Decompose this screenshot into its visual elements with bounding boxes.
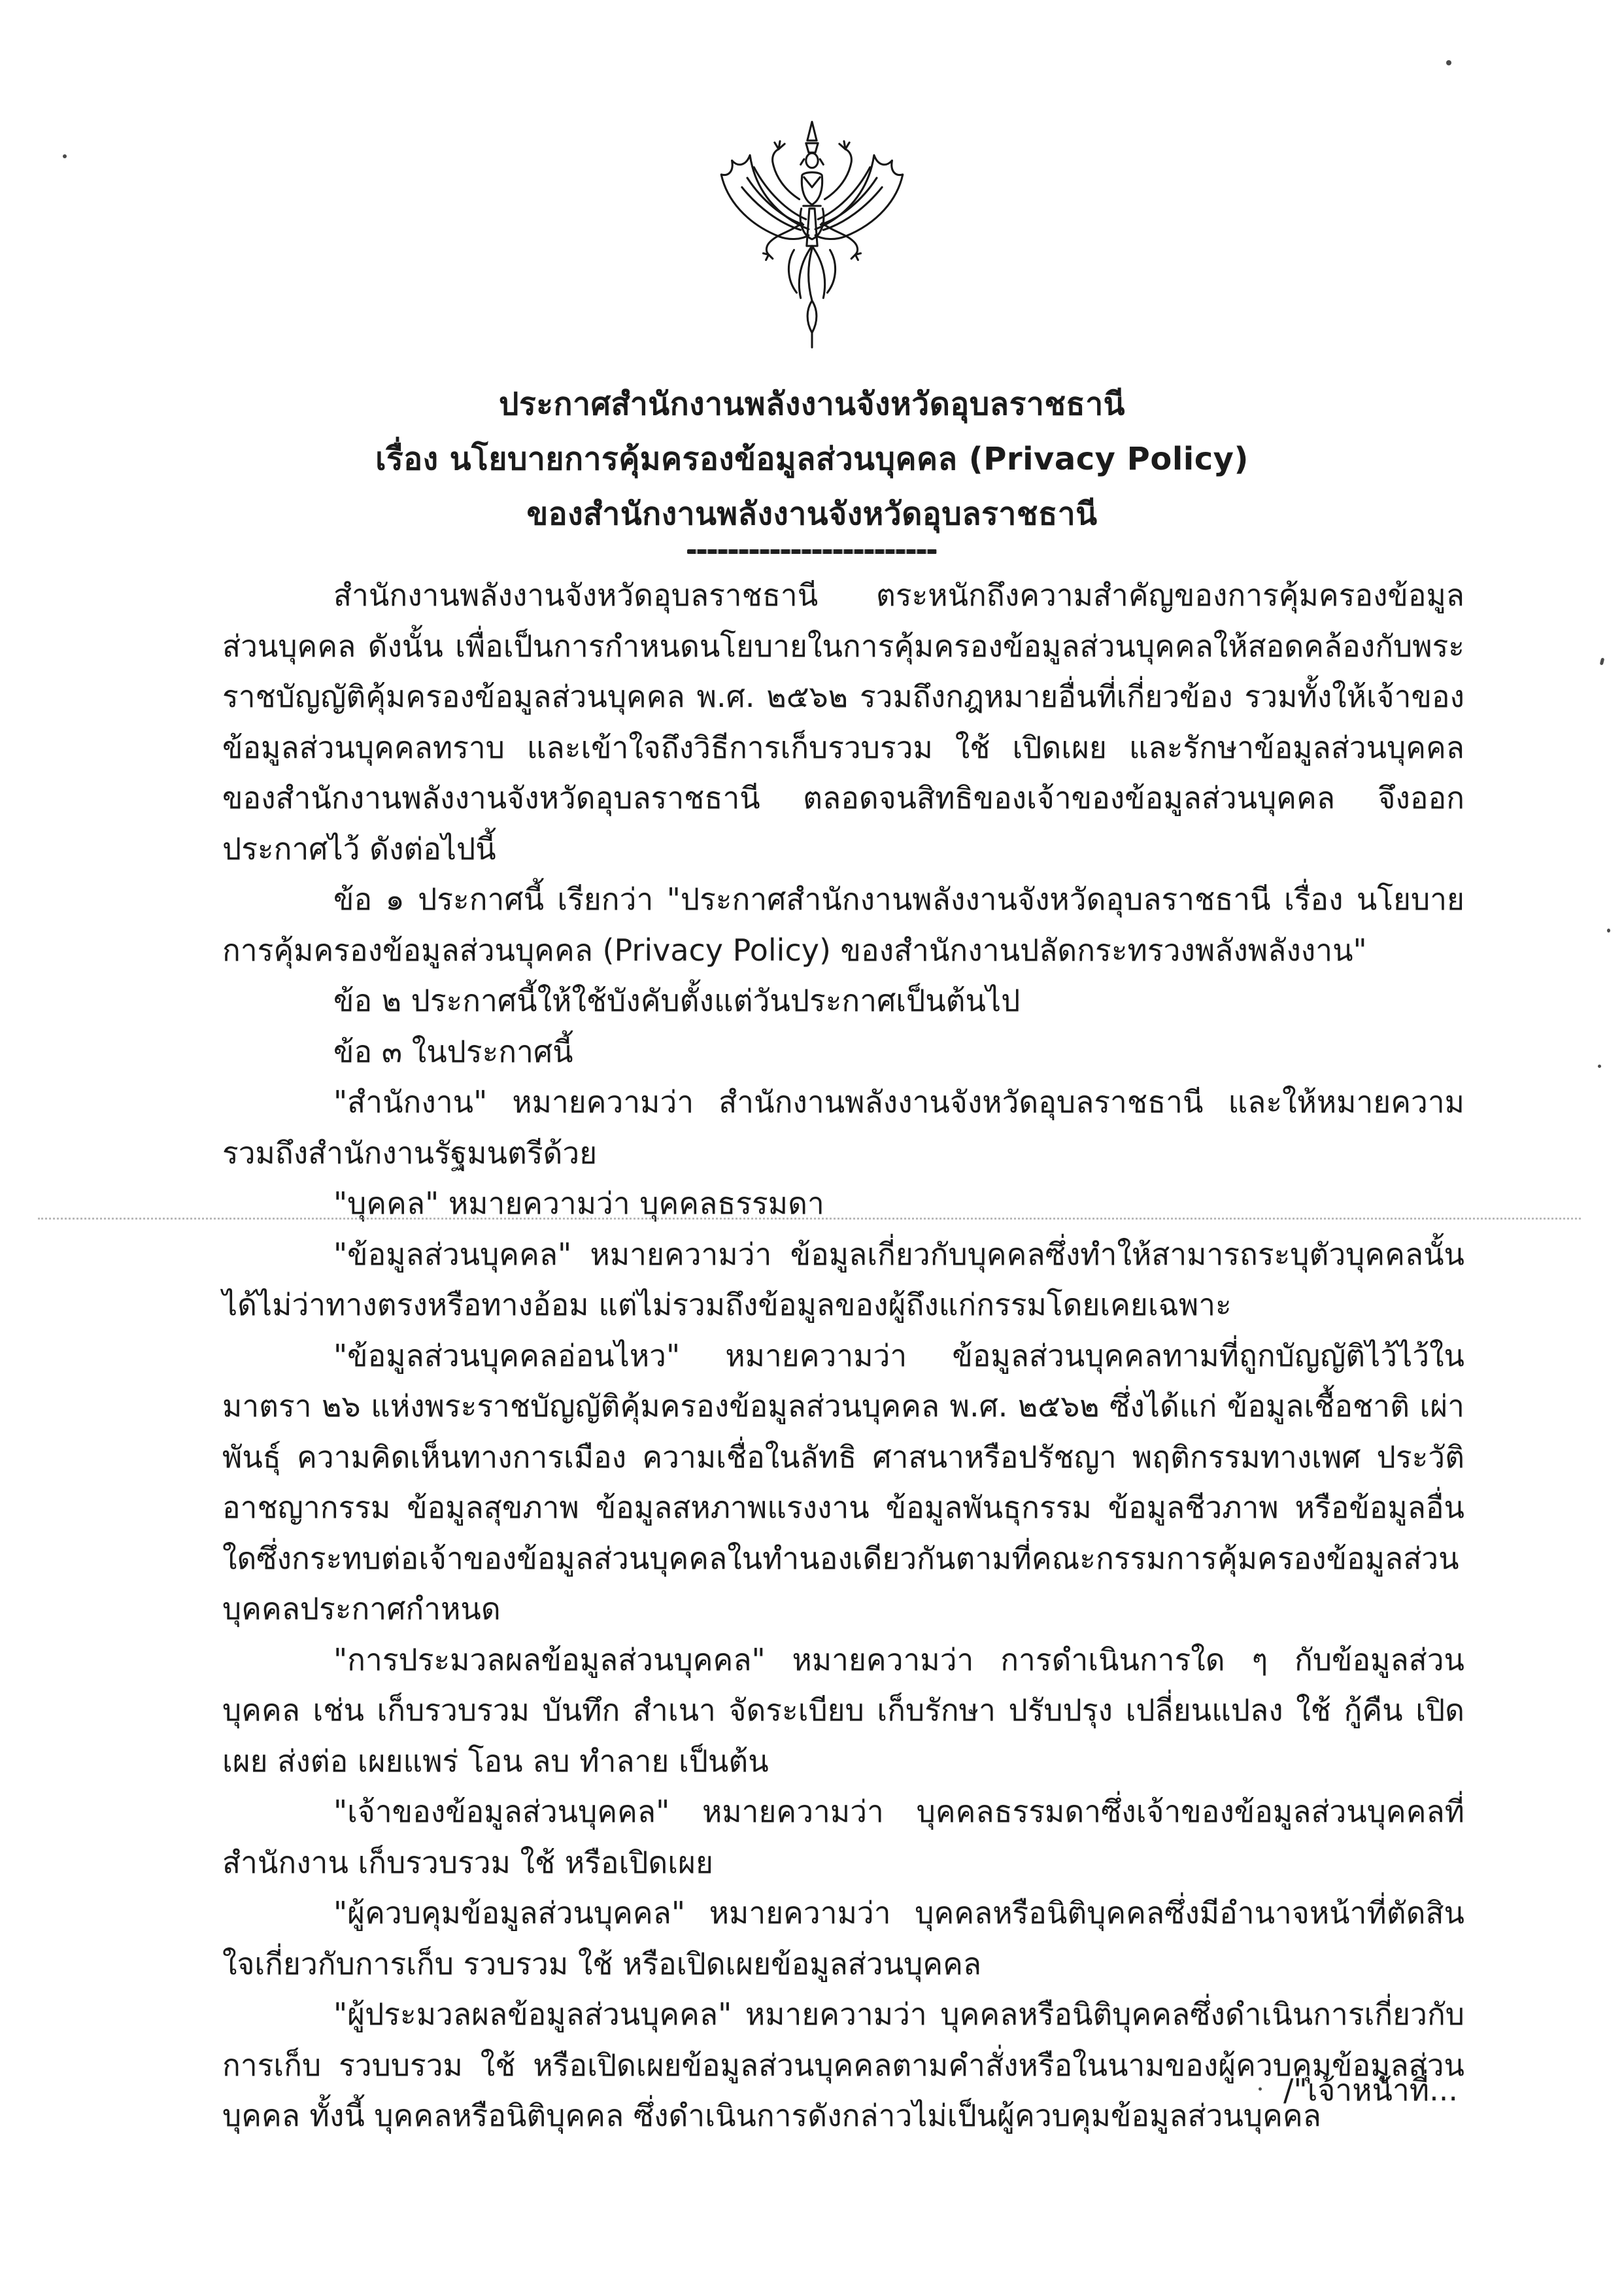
title-divider [687, 549, 937, 554]
paragraph-clause-3: ข้อ ๓ ในประกาศนี้ [333, 1033, 573, 1069]
definition-data-controller: "ผู้ควบคุมข้อมูลส่วนบุคคล" หมายความว่า บุคคลหรือนิติบุคคลซึ่งมีอำนาจหน้าที่ตัดสินใจเกี่ยวกับการเก็บ รวบรวม ใช้ หรือเปิดเผยข้อมูลส่วนบุคคล [222, 1895, 1464, 1981]
scan-artifact-dot [1259, 2087, 1262, 2091]
definition-data-processor: "ผู้ประมวลผลข้อมูลส่วนบุคคล" หมายความว่า บุคคลหรือนิติบุคคลซึ่งดำเนินการเกี่ยวกับการเก็บ รวบบรวม ใช้ หรือเปิดเผยข้อมูลส่วนบุคคลตามคำสั่งหรือในนามของผู้ควบคุมข้อมูลส่วนบุคคล ทั้งนี้ บุคคลหรือนิติบุคคล ซึ่งดำเนินการดังกล่าวไม่เป็นผู้ควบคุมข้อมูลส่วนบุคคล [222, 1996, 1464, 2133]
document-body [222, 570, 1464, 2142]
definition-data-subject: "เจ้าของข้อมูลส่วนบุคคล" หมายความว่า บุคคลธรรมดาซึ่งเจ้าของข้อมูลส่วนบุคคลที่สำนักงาน เก็บรวบรวม ใช้ หรือเปิดเผย [222, 1794, 1464, 1880]
definition-processing: "การประมวลผลข้อมูลส่วนบุคคล" หมายความว่า การดำเนินการใด ๆ กับข้อมูลส่วนบุคคล เช่น เก็บรวบรวม บันทึก สำเนา จัดระเบียบ เก็บรักษา ปรับปรุง เปลี่ยนแปลง ใช้ กู้คืน เปิดเผย ส่งต่อ เผยแพร่ โอน ลบ ทำลาย เป็นต้น [222, 1641, 1464, 1779]
scan-artifact-dot [1600, 658, 1605, 666]
document-title [0, 377, 1624, 541]
scan-artifact-dot [1446, 60, 1451, 65]
title-line-1: ประกาศสำนักงานพลังงานจังหวัดอุบลราชธานี [499, 386, 1125, 422]
paragraph-clause-2: ข้อ ๒ ประกาศนี้ให้ใช้บังคับตั้งแต่วันประกาศเป็นต้นไป [333, 983, 1021, 1018]
scan-artifact-dot [1598, 1065, 1601, 1068]
paragraph-intro: สำนักงานพลังงานจังหวัดอุบลราชธานี ตระหนักถึงความสำคัญของการคุ้มครองข้อมูลส่วนบุคคล ดังนั้น เพื่อเป็นการกำหนดนโยบายในการคุ้มครองข้อมูลส่วนบุคคลให้สอดคล้องกับพระราชบัญญัติคุ้มครองข้อมูลส่วนบุคคล พ.ศ. ๒๕๖๒ รวมถึงกฎหมายอื่นที่เกี่ยวข้อง รวมทั้งให้เจ้าของข้อมูลส่วนบุคคลทราบ และเข้าใจถึงวิธีการเก็บรวบรวม ใช้ เปิดเผย และรักษาข้อมูลส่วนบุคคลของสำนักงานพลังงานจังหวัดอุบลราชธานี ตลอดจนสิทธิของเจ้าของข้อมูลส่วนบุคคล จึงออกประกาศไว้ ดังต่อไปนี้ [222, 577, 1464, 866]
definition-office: "สำนักงาน" หมายความว่า สำนักงานพลังงานจังหวัดอุบลราชธานี และให้หมายความรวมถึงสำนักงานรัฐมนตรีด้วย [222, 1084, 1464, 1171]
title-line-3: ของสำนักงานพลังงานจังหวัดอุบลราชธานี [526, 496, 1098, 532]
paragraph-clause-1: ข้อ ๑ ประกาศนี้ เรียกว่า "ประกาศสำนักงานพลังงานจังหวัดอุบลราชธานี เรื่อง นโยบายการคุ้มครองข้อมูลส่วนบุคคล (Privacy Policy) ของสำนักงานปลัดกระทรวงพลังพลังงาน" [222, 882, 1464, 968]
scan-artifact-dot [1607, 929, 1610, 933]
scan-artifact-dot [63, 154, 67, 158]
scan-artifact-dotted-line [38, 1218, 1581, 1220]
title-line-2: เรื่อง นโยบายการคุ้มครองข้อมูลส่วนบุคคล (Privacy Policy) [375, 441, 1249, 477]
definition-sensitive-data: "ข้อมูลส่วนบุคคลอ่อนไหว" หมายความว่า ข้อมูลส่วนบุคคลทามที่ถูกบัญญัติไว้ไว้ในมาตรา ๒๖ แห่งพระราชบัญญัติคุ้มครองข้อมูลส่วนบุคคล พ.ศ. ๒๕๖๒ ซึ่งได้แก่ ข้อมูลเชื้อชาติ เผ่าพันธุ์ ความคิดเห็นทางการเมือง ความเชื่อในลัทธิ ศาสนาหรือปรัชญา พฤติกรรมทางเพศ ประวัติอาชญากรรม ข้อมูลสุขภาพ ข้อมูลสหภาพแรงงาน ข้อมูลพันธุกรรม ข้อมูลชีวภาพ หรือข้อมูลอื่นใดซึ่งกระทบต่อเจ้าของข้อมูลส่วนบุคคลในทำนองเดียวกันตามที่คณะกรรมการคุ้มครองข้อมูลส่วนบุคคลประกาศกำหนด [222, 1337, 1464, 1626]
garuda-emblem-icon [708, 112, 916, 373]
definition-personal-data: "ข้อมูลส่วนบุคคล" หมายความว่า ข้อมูลเกี่ยวกับบุคคลซึ่งทำให้สามารถระบุตัวบุคคลนั้นได้ไม่ว่าทางตรงหรือทางอ้อม แต่ไม่รวมถึงข้อมูลของผู้ถึงแก่กรรมโดยเคยเฉพาะ [222, 1236, 1464, 1322]
page-footer-note: /"เจ้าหน้าที่... [1283, 2072, 1458, 2108]
definition-person: "บุคคล" หมายความว่า บุคคลธรรมดา [333, 1186, 824, 1221]
